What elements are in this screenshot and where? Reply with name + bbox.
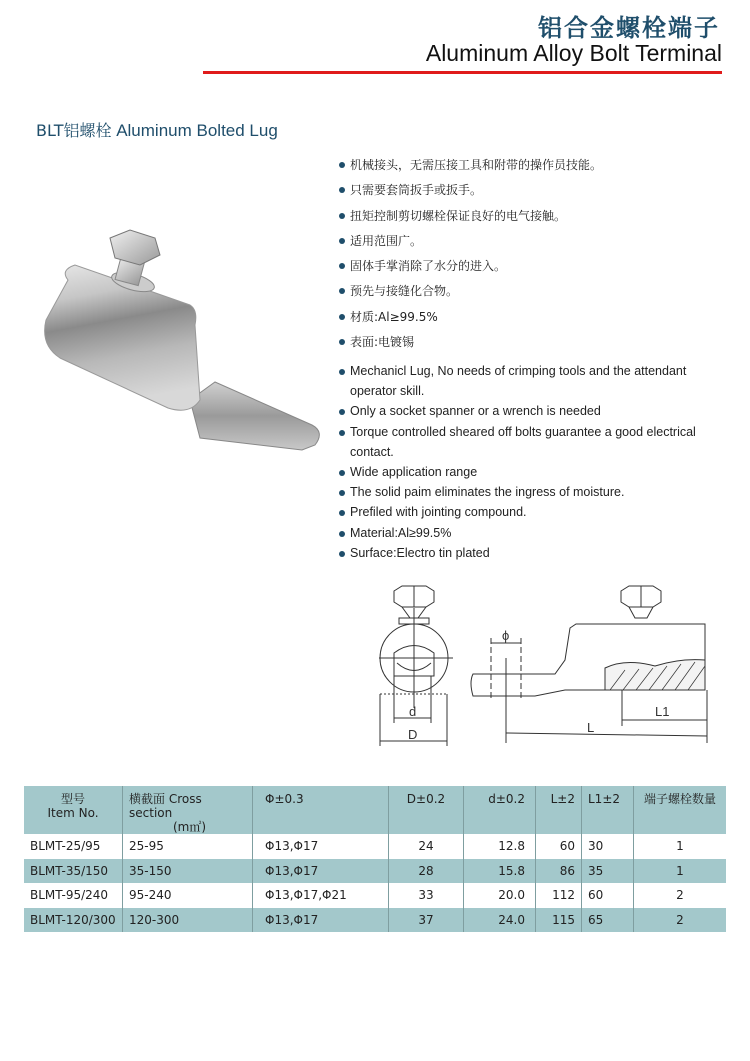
cell-cross-section: 35-150 <box>123 859 253 884</box>
product-photo <box>40 210 325 455</box>
cell-L1: 60 <box>582 883 634 908</box>
cell-cross-section: 120-300 <box>123 908 253 933</box>
cell-bolt-qty: 1 <box>634 859 727 884</box>
cell-phi: Φ13,Φ17 <box>253 834 389 859</box>
features-cn-list <box>339 156 602 358</box>
col-header-L1: L1±2 <box>582 786 634 834</box>
col-header-cross-en: Cross section <box>129 792 202 820</box>
feature-en-item: Surface:Electro tin plated <box>339 543 709 563</box>
dim-label-phi: ϕ <box>502 628 510 643</box>
cell-D: 24 <box>389 834 464 859</box>
col-header-phi: Φ±0.3 <box>253 786 389 834</box>
cell-phi: Φ13,Φ17,Φ21 <box>253 883 389 908</box>
col-header-d: d±0.2 <box>464 786 536 834</box>
feature-en-item: Mechanicl Lug, No needs of crimping tools and the attendant operator skill. <box>339 361 709 401</box>
table-row <box>24 883 726 908</box>
spec-table <box>24 786 726 932</box>
table-row <box>24 859 726 884</box>
cell-item: BLMT-25/95 <box>30 839 101 854</box>
feature-cn-item: 只需要套筒扳手或扳手。 <box>339 181 602 206</box>
col-header-cross-section <box>123 786 253 834</box>
dim-label-D: D <box>408 727 418 742</box>
cell-bolt-qty: 2 <box>634 908 727 933</box>
feature-cn-item: 预先与接缝化合物。 <box>339 282 602 307</box>
feature-cn-item: 材质:Al≥99.5% <box>339 308 602 333</box>
cell-L1: 65 <box>582 908 634 933</box>
table-header-row <box>24 786 726 834</box>
feature-en-item: Torque controlled sheared off bolts guarantee a good electrical contact. <box>339 422 709 462</box>
section-title-prefix: BLT铝螺栓 <box>36 121 112 140</box>
title-underline <box>203 71 722 74</box>
cell-L1: 30 <box>582 834 634 859</box>
section-title <box>36 118 278 141</box>
cell-item: BLMT-120/300 <box>30 912 116 927</box>
cell-D: 28 <box>389 859 464 884</box>
table-row <box>24 834 726 859</box>
col-header-cross-cn: 横截面 <box>129 792 166 806</box>
technical-drawing <box>365 578 730 748</box>
cell-cross-section: 25-95 <box>123 834 253 859</box>
features-en-list <box>339 361 709 563</box>
cell-d: 24.0 <box>464 908 536 933</box>
col-header-item-en: Item No. <box>47 806 99 820</box>
feature-en-item: The solid paim eliminates the ingress of moisture. <box>339 482 709 502</box>
feature-en-item: Wide application range <box>339 462 709 482</box>
section-title-en: Aluminum Bolted Lug <box>111 121 278 140</box>
cell-item: BLMT-95/240 <box>30 888 109 903</box>
feature-cn-item: 机械接头，无需压接工具和附带的操作员技能。 <box>339 156 602 181</box>
col-header-item-cn: 型号 <box>60 792 85 806</box>
cell-L: 86 <box>536 859 582 884</box>
cell-phi: Φ13,Φ17 <box>253 859 389 884</box>
dim-label-L1: L1 <box>655 704 670 719</box>
col-header-D: D±0.2 <box>389 786 464 834</box>
cell-item: BLMT-35/150 <box>30 863 109 878</box>
dim-label-d: d <box>409 704 417 719</box>
cell-D: 37 <box>389 908 464 933</box>
page-title-en: Aluminum Alloy Bolt Terminal <box>425 40 722 66</box>
table-row <box>24 908 726 933</box>
cell-L: 115 <box>536 908 582 933</box>
page-title-cn: 铝合金螺栓端子 <box>538 14 720 42</box>
cell-phi: Φ13,Φ17 <box>253 908 389 933</box>
col-header-bolt-qty: 端子螺栓数量 <box>634 786 727 834</box>
cell-L: 60 <box>536 834 582 859</box>
feature-cn-item: 适用范围广。 <box>339 232 602 257</box>
dim-label-L: L <box>587 720 595 735</box>
cell-L1: 35 <box>582 859 634 884</box>
feature-en-item: Only a socket spanner or a wrench is needed <box>339 401 709 421</box>
col-header-L: L±2 <box>536 786 582 834</box>
feature-en-item: Material:Al≥99.5% <box>339 523 709 543</box>
feature-cn-item: 表面:电镀锡 <box>339 333 602 358</box>
feature-cn-item: 固体手掌消除了水分的进入。 <box>339 257 602 282</box>
cell-bolt-qty: 2 <box>634 883 727 908</box>
end-view-drawing <box>379 586 453 746</box>
col-header-item <box>24 786 123 834</box>
col-header-cross-unit: (m㎡) <box>173 820 207 834</box>
lug-palm <box>190 382 319 450</box>
cell-D: 33 <box>389 883 464 908</box>
cell-d: 12.8 <box>464 834 536 859</box>
cell-bolt-qty: 1 <box>634 834 727 859</box>
cell-cross-section: 95-240 <box>123 883 253 908</box>
feature-cn-item: 扭矩控制剪切螺栓保证良好的电气接触。 <box>339 207 602 232</box>
feature-en-item: Prefiled with jointing compound. <box>339 502 709 522</box>
cell-L: 112 <box>536 883 582 908</box>
cell-d: 20.0 <box>464 883 536 908</box>
cell-d: 15.8 <box>464 859 536 884</box>
